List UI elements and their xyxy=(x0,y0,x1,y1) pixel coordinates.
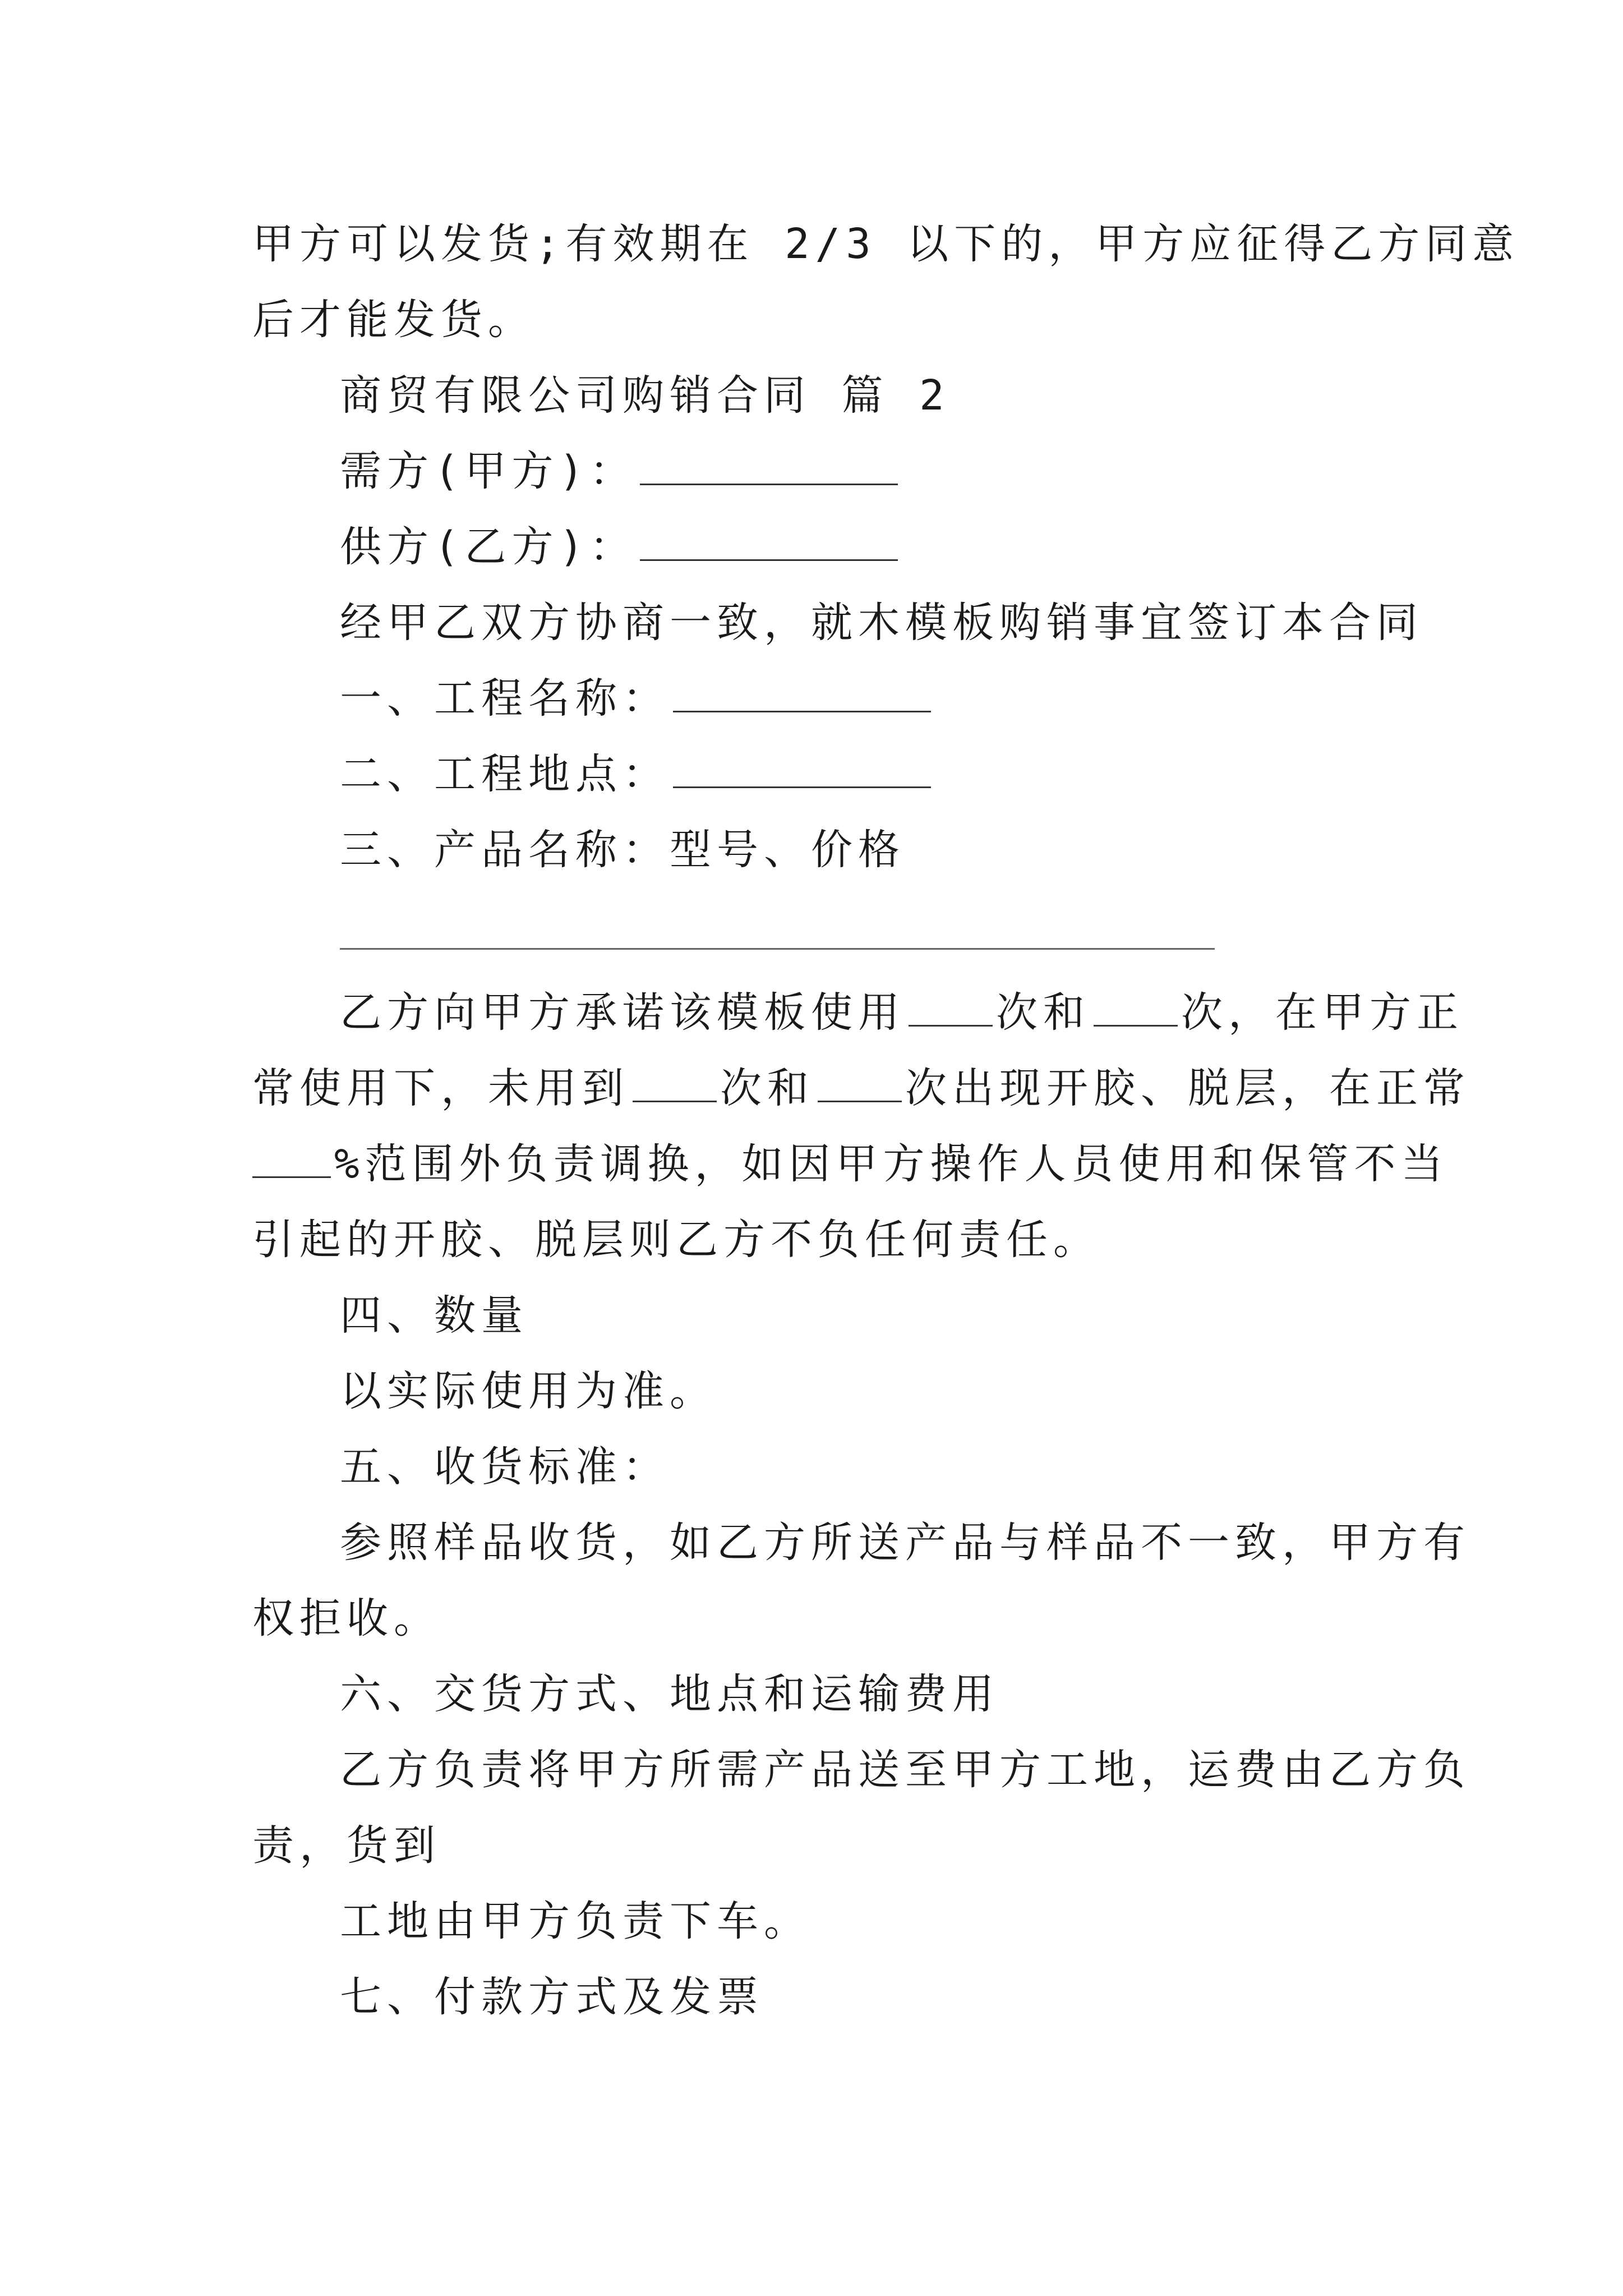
section-heading: 七、付款方式及发票 xyxy=(340,1973,764,2021)
section-heading: 六、交货方式、地点和运输费用 xyxy=(340,1670,999,1718)
paragraph-line: 责，货到 xyxy=(252,1821,441,1870)
paragraph-line: 后才能发货。 xyxy=(252,296,535,344)
paragraph-line xyxy=(252,1060,1470,1116)
text-segment: 常使用下，未用到 xyxy=(252,1064,629,1112)
paragraph-line: 权拒收。 xyxy=(252,1594,441,1642)
text-segment: 次和 xyxy=(720,1064,814,1112)
project-name-line xyxy=(340,670,1495,726)
section-heading: 五、收货标准： xyxy=(340,1443,670,1491)
text-segment: 乙方向甲方承诺该模板使用 xyxy=(340,988,905,1037)
blank-underline xyxy=(633,1065,717,1102)
paragraph-line: 甲方可以发货;有效期在 2/3 以下的，甲方应征得乙方同意 xyxy=(252,220,1520,268)
project-name-blank xyxy=(673,675,931,712)
supplier-blank xyxy=(640,523,898,561)
section-heading: 四、数量 xyxy=(340,1291,528,1340)
buyer-label: 需方(甲方)： xyxy=(340,447,637,495)
section-title: 商贸有限公司购销合同 篇 2 xyxy=(340,371,950,420)
blank-underline xyxy=(909,989,993,1027)
text-segment: 次和 xyxy=(996,988,1090,1037)
paragraph-line: 引起的开胶、脱层则乙方不负任何责任。 xyxy=(252,1216,1100,1264)
project-site-blank xyxy=(673,751,931,788)
paragraph-line xyxy=(340,984,1495,1041)
blank-underline xyxy=(1094,989,1178,1027)
supplier-label: 供方(乙方)： xyxy=(340,523,637,571)
blank-underline xyxy=(818,1065,902,1102)
paragraph-line: 参照样品收货，如乙方所送产品与样品不一致，甲方有 xyxy=(340,1519,1470,1567)
text-segment: 次，在甲方正 xyxy=(1181,988,1464,1037)
text-segment: %范围外负责调换，如因甲方操作人员使用和保管不当 xyxy=(334,1140,1449,1188)
text-segment: 次出现开胶、脱层，在正常 xyxy=(905,1064,1470,1112)
supplier-line xyxy=(340,519,1495,575)
project-name-label: 一、工程名称： xyxy=(340,674,670,723)
buyer-line xyxy=(340,443,1495,499)
blank-underline xyxy=(252,1140,331,1178)
paragraph-line: 以实际使用为准。 xyxy=(340,1367,717,1415)
paragraph-line: 乙方负责将甲方所需产品送至甲方工地，运费由乙方负 xyxy=(340,1746,1470,1794)
project-site-label: 二、工程地点： xyxy=(340,750,670,798)
buyer-blank xyxy=(640,448,898,485)
paragraph-line: 三、产品名称：型号、价格 xyxy=(340,826,905,874)
paragraph-line: 工地由甲方负责下车。 xyxy=(340,1897,811,1945)
paragraph-line: 经甲乙双方协商一致，就木模板购销事宜签订本合同 xyxy=(340,599,1423,647)
product-blank-rule xyxy=(340,948,1215,950)
project-site-line xyxy=(340,746,1495,802)
paragraph-line xyxy=(252,1136,1449,1192)
